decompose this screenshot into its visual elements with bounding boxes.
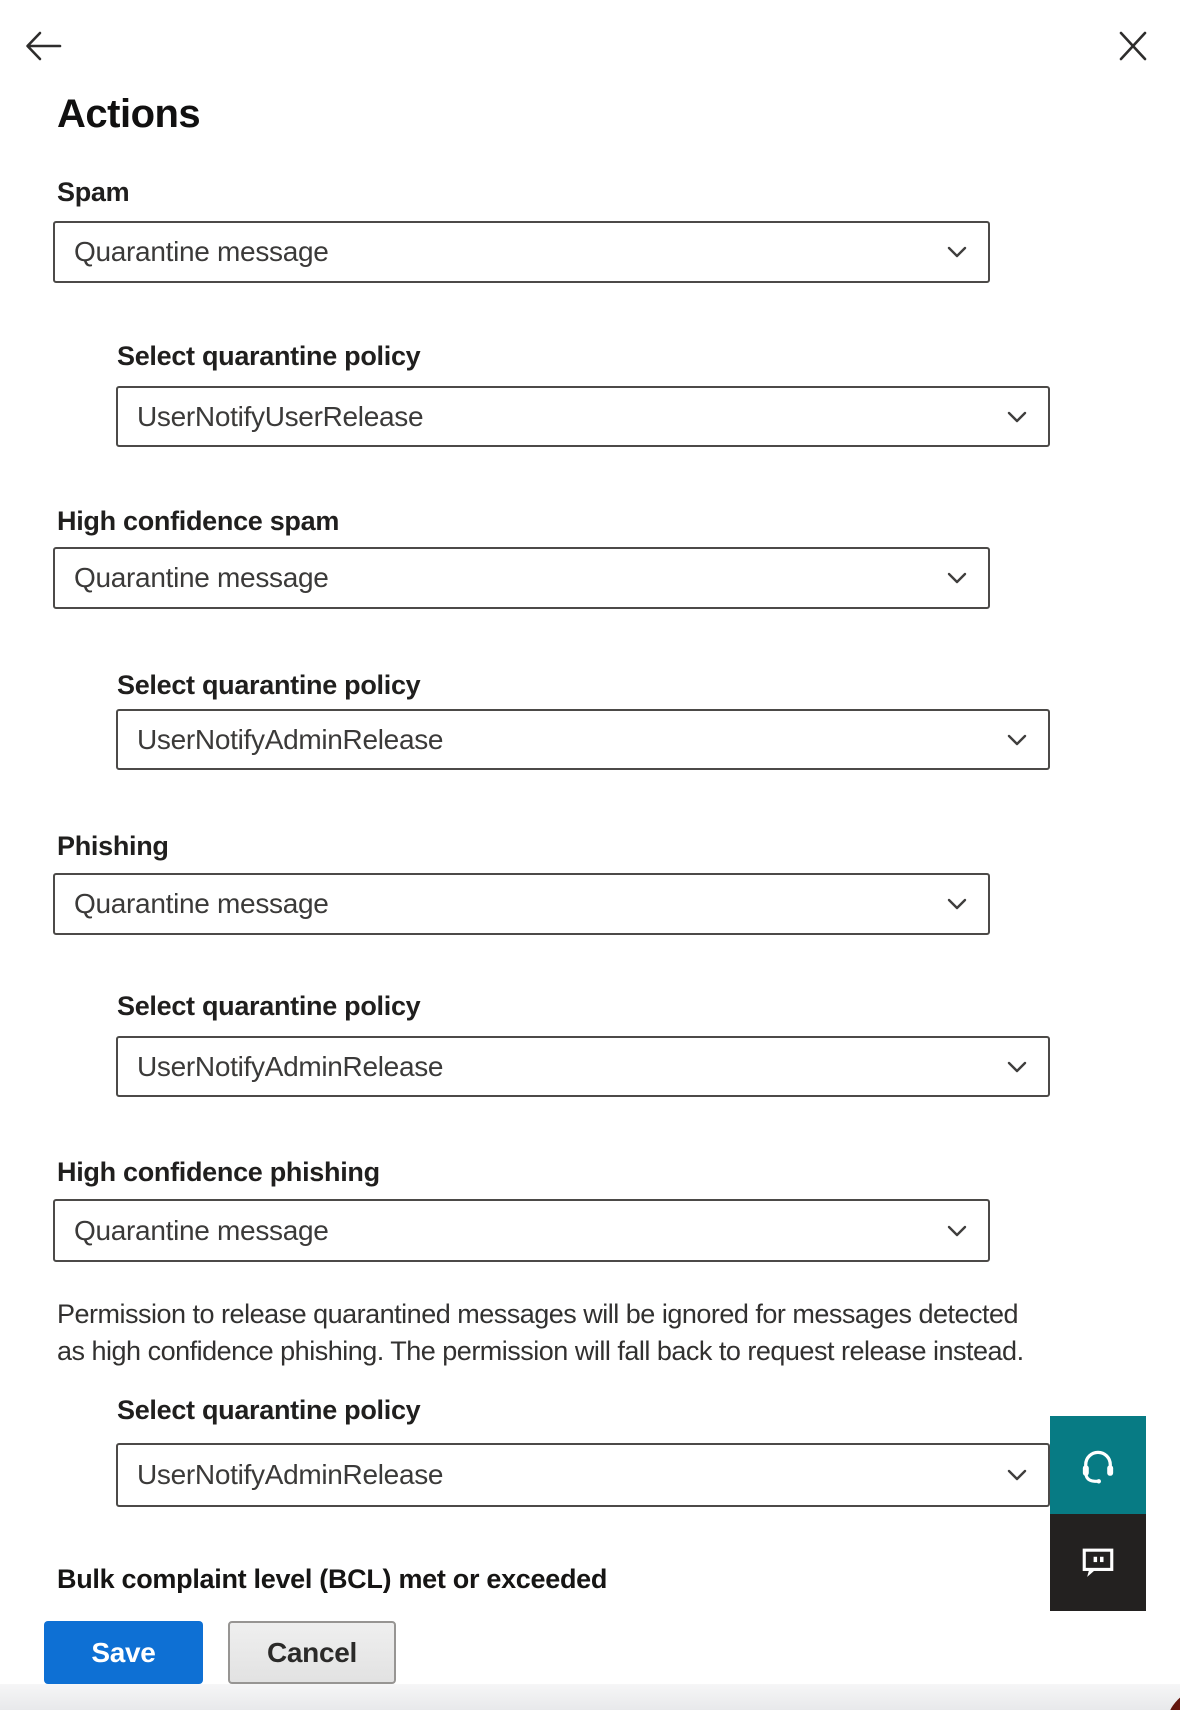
chevron-down-icon	[942, 563, 972, 593]
cancel-button[interactable]: Cancel	[228, 1621, 396, 1684]
feedback-button[interactable]	[1050, 1514, 1146, 1611]
bulk-complaint-level-section	[57, 1562, 957, 1593]
spam-policy-select[interactable]	[116, 386, 1050, 447]
spam-policy-value: UserNotifyUserRelease	[137, 400, 424, 432]
high-confidence-spam-policy-value: UserNotifyAdminRelease	[137, 723, 444, 755]
high-confidence-phishing-note: Permission to release quarantined messages will be ignored for messages detected as high confidence phishing. The permission will fall back to request release instead.	[57, 1299, 1024, 1366]
chevron-down-icon	[1002, 1460, 1032, 1490]
chevron-down-icon	[942, 889, 972, 919]
phishing-policy-value: UserNotifyAdminRelease	[137, 1050, 444, 1082]
high-confidence-spam-label: High confidence spam	[57, 506, 340, 536]
high-confidence-spam-action-select[interactable]	[53, 547, 990, 609]
page-bottom-edge	[0, 1684, 1180, 1710]
spam-action-value: Quarantine message	[74, 236, 329, 267]
arrow-left-icon	[22, 26, 64, 66]
high-confidence-phishing-action-select[interactable]	[53, 1199, 990, 1262]
close-button[interactable]	[1112, 26, 1154, 66]
spam-action-select[interactable]	[53, 221, 990, 283]
chevron-down-icon	[1002, 725, 1032, 755]
high-confidence-phishing-policy-value: UserNotifyAdminRelease	[137, 1459, 444, 1490]
phishing-policy-select[interactable]	[116, 1036, 1050, 1097]
page-title: Actions	[57, 92, 201, 136]
help-button[interactable]	[1050, 1416, 1146, 1514]
back-button[interactable]	[22, 26, 64, 66]
high-confidence-spam-action-value: Quarantine message	[74, 562, 329, 593]
bulk-complaint-level-label: Bulk complaint level (BCL) met or exceeded	[57, 1564, 608, 1593]
high-confidence-phishing-policy-label: Select quarantine policy	[117, 1395, 421, 1425]
chevron-down-icon	[942, 1216, 972, 1246]
phishing-action-select[interactable]	[53, 873, 990, 935]
phishing-action-value: Quarantine message	[74, 888, 329, 919]
high-confidence-spam-policy-select[interactable]	[116, 709, 1050, 770]
headset-icon	[1075, 1442, 1121, 1488]
chevron-down-icon	[1002, 1052, 1032, 1082]
high-confidence-phishing-action-value: Quarantine message	[74, 1214, 329, 1246]
high-confidence-phishing-label: High confidence phishing	[57, 1157, 380, 1187]
spam-label: Spam	[57, 177, 130, 207]
save-button[interactable]: Save	[44, 1621, 203, 1684]
phishing-policy-label: Select quarantine policy	[117, 991, 421, 1021]
spam-policy-label: Select quarantine policy	[117, 341, 421, 371]
high-confidence-phishing-policy-select[interactable]	[116, 1443, 1050, 1507]
chat-icon	[1076, 1541, 1120, 1585]
chevron-down-icon	[942, 237, 972, 267]
high-confidence-spam-policy-label: Select quarantine policy	[117, 670, 421, 700]
close-icon	[1112, 26, 1154, 66]
chevron-down-icon	[1002, 402, 1032, 432]
phishing-label: Phishing	[57, 831, 169, 861]
